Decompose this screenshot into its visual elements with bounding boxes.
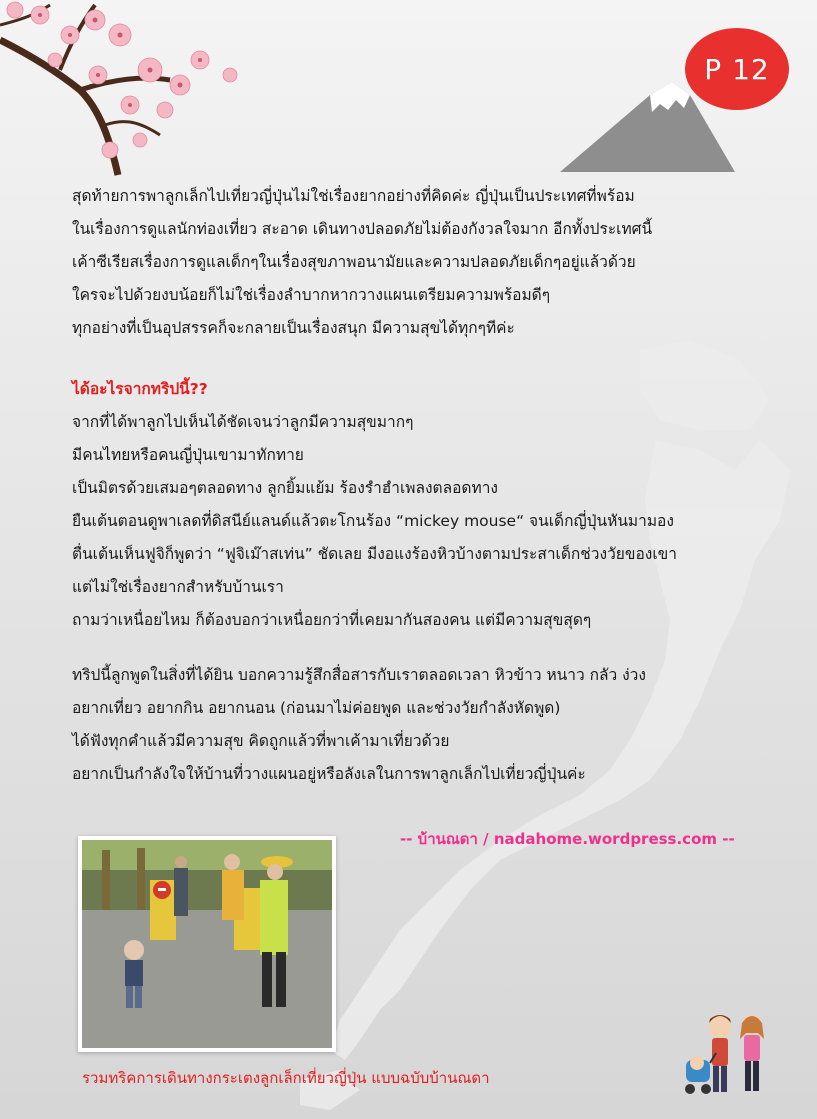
text-line: ในเรื่องการดูแลนักท่องเที่ยว สะอาด เดินทางปลอดภัยไม่ต้องกังวลใจมาก อีกทั้งประเทศนี้: [72, 220, 653, 238]
trip-photo: [82, 840, 332, 1048]
closing-paragraph: [72, 659, 792, 791]
text-line: ใครจะไปด้วยงบน้อยก็ไม่ใช่เรื่องลำบากหากวางแผนเตรียมความพร้อมดีๆ: [72, 286, 551, 304]
text-line: สุดท้ายการพาลูกเล็กไปเที่ยวญี่ปุ่นไม่ใช่เรื่องยากอย่างที่คิดค่ะ ญี่ปุ่นเป็นประเทศที่พร้อม: [72, 187, 635, 205]
text-line: จากที่ได้พาลูกไปเห็นได้ชัดเจนว่าลูกมีความสุขมากๆ: [72, 413, 414, 431]
text-line: เค้าซีเรียสเรื่องการดูแลเด็กๆในเรื่องสุขภาพอนามัยและความปลอดภัยเด็กๆอยู่แล้วด้วย: [72, 253, 636, 271]
text-line: ยืนเต้นตอนดูพาเลดที่ดิสนีย์แลนด์แล้วตะโกนร้อง “mickey mouse“ จนเด็กญี่ปุ่นหันมามอง: [72, 512, 674, 530]
page-number-badge: [685, 28, 789, 110]
text-line: เป็นมิตรด้วยเสมอๆตลอดทาง ลูกยิ้มแย้ม ร้องรำฮำเพลงตลอดทาง: [72, 479, 498, 497]
page-number: P 12: [704, 52, 770, 86]
intro-paragraph: [72, 180, 792, 345]
text-line: แต่ไม่ใช่เรื่องยากสำหรับบ้านเรา: [72, 578, 284, 596]
text-line: ตื่นเต้นเห็นฟูจิก็พูดว่า “ฟูจิเม๊าสเท่น” ชัดเลย มีงอแงร้องหิวบ้างตามประสาเด็กช่วงวัยของเขา: [72, 545, 677, 563]
text-line: ได้ฟังทุกคำแล้วมีความสุข คิดถูกแล้วที่พาเค้ามาเที่ยวด้วย: [72, 732, 450, 750]
article-body: [72, 180, 792, 791]
author-credit: -- บ้านณดา / nadahome.wordpress.com --: [400, 830, 735, 848]
text-line: ทุกอย่างที่เป็นอุปสรรคก็จะกลายเป็นเรื่องสนุก มีความสุขได้ทุกๆทีค่ะ: [72, 319, 515, 337]
cherry-blossom-branch: [0, 2, 237, 175]
text-line: ทริปนี้ลูกพูดในสิ่งที่ได้ยิน บอกความรู้สึกสื่อสารกับเราตลอดเวลา หิวข้าว หนาว กลัว ง่วง: [72, 666, 646, 684]
text-line: อยากเที่ยว อยากกิน อยากนอน (ก่อนมาไม่ค่อยพูด และช่วงวัยกำลังหัดพูด): [72, 699, 561, 717]
text-line: อยากเป็นกำลังใจให้บ้านที่วางแผนอยู่หรือลังเลในการพาลูกเล็กไปเที่ยวญี่ปุ่นค่ะ: [72, 765, 586, 783]
photo-frame: [78, 836, 336, 1052]
text-line: มีคนไทยหรือคนญี่ปุ่นเขามาทักทาย: [72, 446, 304, 464]
section-heading: ได้อะไรจากทริปนี้??: [72, 380, 208, 398]
photo-caption: รวมทริคการเดินทางกระเตงลูกเล็กเที่ยวญี่ปุ่น แบบฉบับบ้านณดา: [82, 1069, 490, 1087]
trip-paragraph: [72, 406, 792, 637]
text-line: ถามว่าเหนื่อยไหม ก็ต้องบอกว่าเหนื่อยกว่าที่เคยมากันสองคน แต่มีความสุขสุดๆ: [72, 611, 592, 629]
family-illustration: [680, 1005, 790, 1105]
